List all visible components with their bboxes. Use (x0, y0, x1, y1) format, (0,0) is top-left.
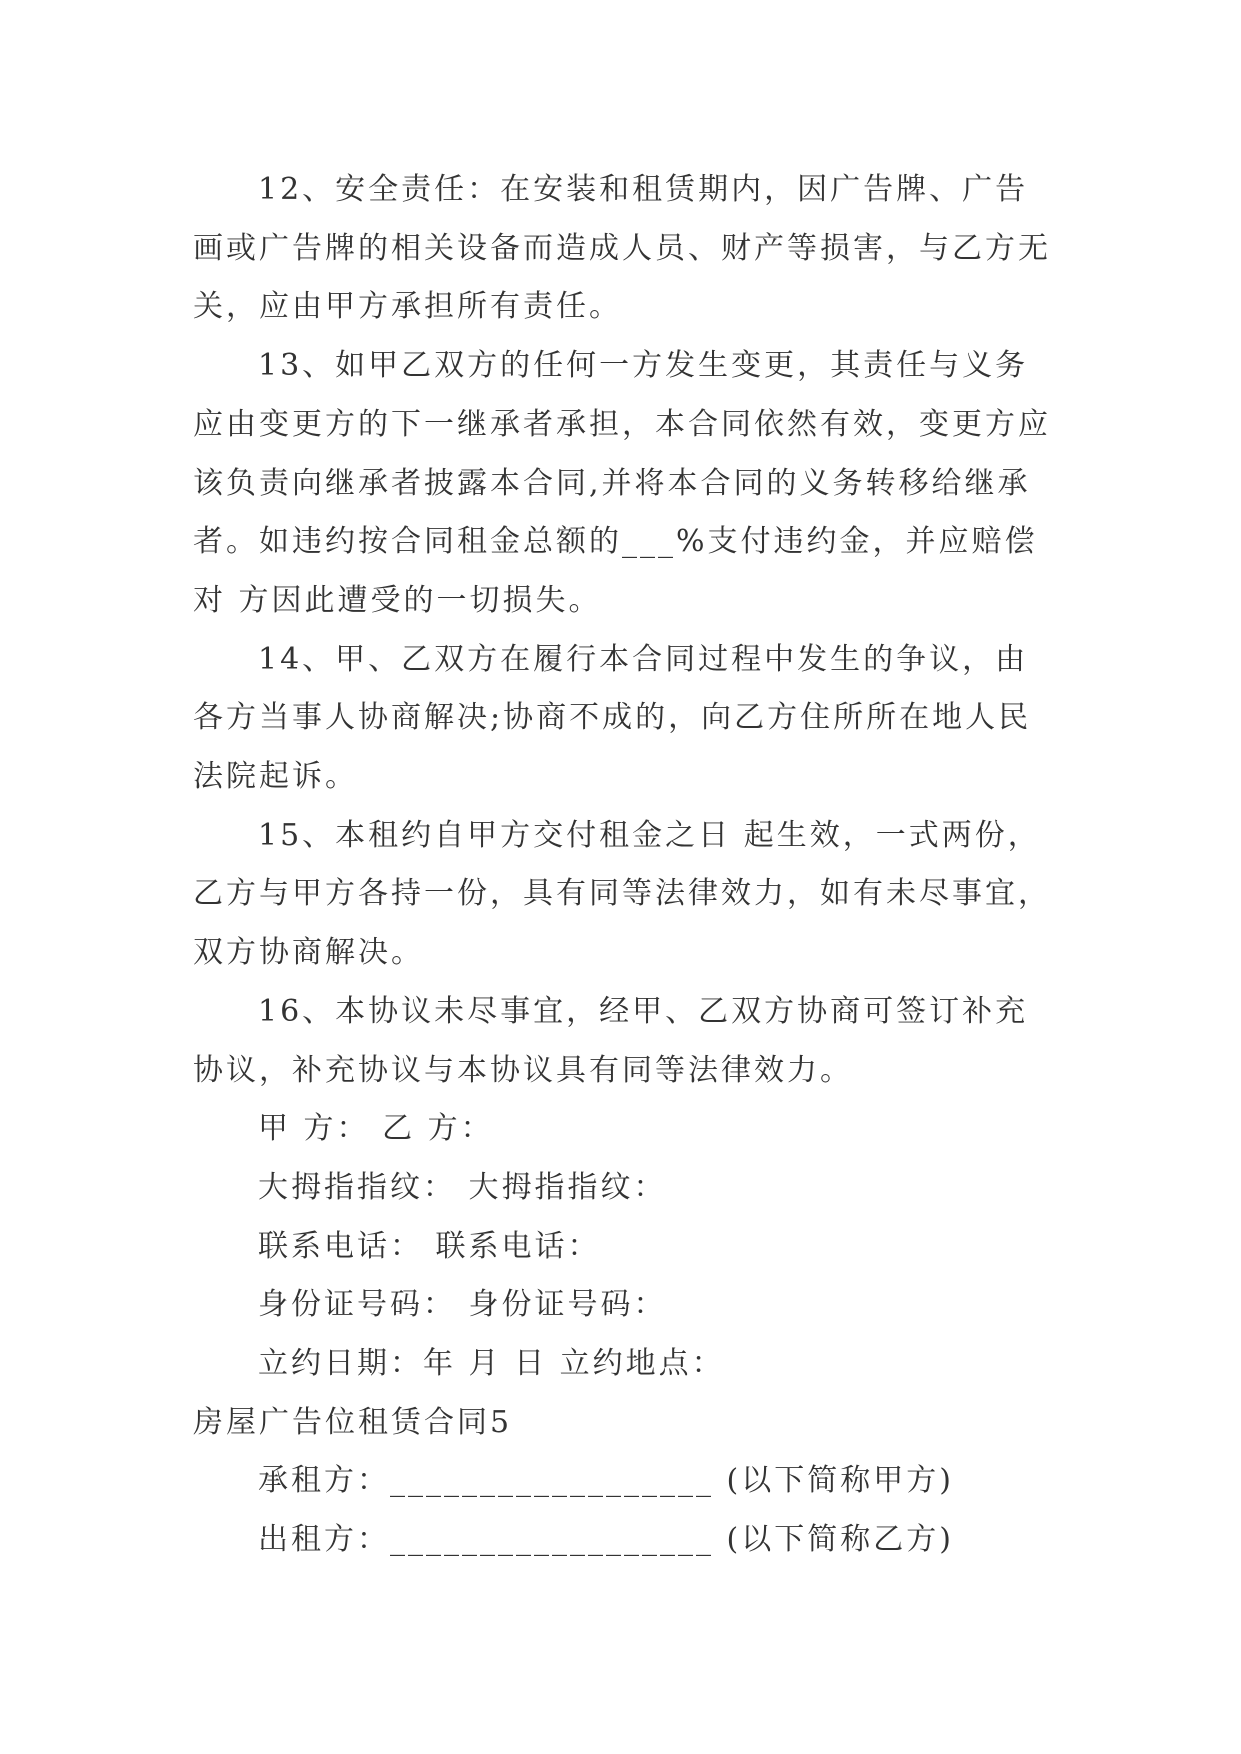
document-body (193, 161, 1053, 1570)
clause-15: 15、本租约自甲方交付租金之日 起生效，一式两份，乙方与甲方各持一份，具有同等法律效力，如有未尽事宜，双方协商解决。 (193, 817, 1051, 971)
clause-13: 13、如甲乙双方的任何一方发生变更，其责任与义务应由变更方的下一继承者承担，本合同依然有效，变更方应该负责向继承者披露本合同,并将本合同的义务转移给继承者。如违约按合同租金总额的___%支付违约金，并应赔偿对 方因此遭受的一切损失。 (193, 348, 1051, 618)
lessor-line: 出租方：__________________ (以下简称乙方) (258, 1522, 954, 1558)
signature-phone: 联系电话： 联系电话： (258, 1228, 601, 1264)
lessee-line: 承租方：__________________ (以下简称甲方) (258, 1463, 954, 1499)
signature-date-place: 立约日期：年 月 日 立约地点： (258, 1346, 725, 1382)
clause-16: 16、本协议未尽事宜，经甲、乙双方协商可签订补充协议，补充协议与本协议具有同等法律效力。 (193, 993, 1029, 1088)
clause-12: 12、安全责任：在安装和租赁期内，因广告牌、广告画或广告牌的相关设备而造成人员、财产等损害，与乙方无关，应由甲方承担所有责任。 (193, 172, 1051, 325)
clause-14: 14、甲、乙双方在履行本合同过程中发生的争议，由各方当事人协商解决;协商不成的，向乙方住所所在地人民法院起诉。 (193, 641, 1032, 795)
signature-thumbprint: 大拇指指纹： 大拇指指纹： (258, 1169, 667, 1205)
signature-parties: 甲 方： 乙 方： (258, 1111, 494, 1147)
signature-id-number: 身份证号码： 身份证号码： (258, 1287, 667, 1323)
next-contract-title: 房屋广告位租赁合同5 (193, 1404, 513, 1440)
